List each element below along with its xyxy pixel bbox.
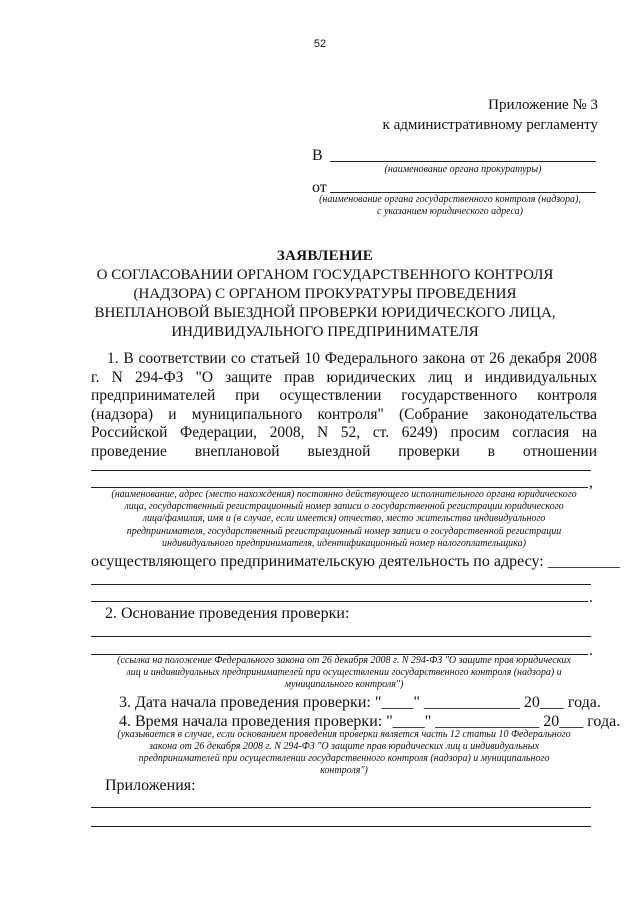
title-line-2: (НАДЗОРА) С ОРГАНОМ ПРОКУРАТУРЫ ПРОВЕДЕНИЯ bbox=[133, 286, 517, 302]
item1-line-1: 1. В соответствии со статьей 10 Федерального закона от 26 декабря 2008 bbox=[107, 350, 597, 367]
basis-caption-2: лиц и индивидуальных предпринимателей при осуществлении государственного контроля (надзора) и bbox=[126, 667, 562, 678]
item3-start-date[interactable]: 3. Дата начала проведения проверки: "____" ____________ 20___ года. bbox=[119, 694, 601, 711]
basis-caption-3: муниципального контроля") bbox=[284, 679, 404, 690]
entity-caption-2: лица, государственный регистрационный номер записи о государственной регистрации юридического bbox=[124, 501, 564, 512]
item1-line-5: Российской Федерации, 2008, N 52, ст. 6249) просим согласия на bbox=[91, 424, 597, 441]
time-caption-2: закона от 26 декабря 2008 г. N 294-ФЗ "О защите прав юридических лиц и индивидуальных bbox=[148, 741, 540, 752]
title-line-4: ИНДИВИДУАЛЬНОГО ПРЕДПРИНИМАТЕЛЯ bbox=[171, 324, 479, 340]
to-field-line[interactable] bbox=[330, 161, 596, 162]
basis-field-line-1[interactable] bbox=[91, 636, 591, 637]
time-caption-1: (указывается в случае, если основанием проведения проверки является часть 12 статьи 10 Федерального bbox=[117, 729, 571, 740]
address-period: . bbox=[589, 589, 593, 606]
time-caption-3: предпринимателей при осуществлении государственного контроля (надзора) и муниципального bbox=[138, 753, 550, 764]
entity-caption-5: индивидуального предпринимателя, идентификационный номер налогоплательщика) bbox=[162, 538, 526, 549]
basis-caption-1: (ссылка на положение Федерального закона от 26 декабря 2008 г. N 294-ФЗ "О защите прав юридических bbox=[117, 655, 571, 666]
page-number: 52 bbox=[313, 38, 327, 50]
appendix-line-2: к административному регламенту bbox=[382, 117, 598, 133]
attachments-field-line-2[interactable] bbox=[91, 826, 591, 827]
to-prefix: В bbox=[312, 147, 323, 164]
from-caption-2: с указанием юридического адреса) bbox=[377, 206, 523, 217]
item1-line-4: (надзора) и муниципального контроля" (Собрание законодательства bbox=[91, 405, 597, 423]
to-caption: (наименование органа прокуратуры) bbox=[384, 164, 542, 175]
attachments-label: Приложения: bbox=[105, 777, 196, 794]
time-caption-4: контроля") bbox=[320, 765, 368, 776]
item1-line-6: проведение внеплановой выездной проверки в отношении bbox=[91, 442, 597, 460]
item4-start-time[interactable]: 4. Время начала проведения проверки: "____" _____________ 20___ года. bbox=[119, 713, 621, 730]
item2-label: 2. Основание проведения проверки: bbox=[105, 605, 350, 622]
title-line-1: О СОГЛАСОВАНИИ ОРГАНОМ ГОСУДАРСТВЕННОГО КОНТРОЛЯ bbox=[96, 267, 554, 283]
item1-line-3: предпринимателей при осуществлении государственного контроля bbox=[91, 387, 597, 404]
item1-paragraph bbox=[91, 350, 597, 461]
entity-caption-4: предпринимателя, государственный регистрационный номер записи о государственной регистрации bbox=[126, 526, 562, 537]
entity-caption-1: (наименование, адрес (место нахождения) постоянно действующего исполнительного органа юридического bbox=[111, 489, 577, 500]
title-line-3: ВНЕПЛАНОВОЙ ВЫЕЗДНОЙ ПРОВЕРКИ ЮРИДИЧЕСКОГО ЛИЦА, bbox=[94, 305, 556, 321]
address-label: осуществляющего предпринимательскую деятельность по адресу: _________ bbox=[91, 553, 620, 570]
from-caption-1: (наименование органа государственного контроля (надзора), bbox=[319, 194, 581, 205]
entity-comma: , bbox=[589, 474, 593, 491]
item1-line-2: г. N 294-ФЗ "О защите прав юридических лиц и индивидуальных bbox=[91, 368, 597, 386]
address-field-line-2[interactable] bbox=[91, 601, 588, 602]
entity-caption-3: лица/фамилия, имя и (в случае, если имеется) отчество, место жительства индивидуального bbox=[142, 513, 546, 524]
attachments-field-line-1[interactable] bbox=[91, 807, 591, 808]
address-field-line-1[interactable] bbox=[91, 584, 591, 585]
document-heading: ЗАЯВЛЕНИЕ bbox=[276, 248, 374, 264]
appendix-line-1: Приложение № 3 bbox=[488, 97, 598, 113]
from-prefix: от bbox=[312, 179, 327, 196]
entity-field-line-1[interactable] bbox=[91, 470, 591, 471]
entity-field-line-2[interactable] bbox=[91, 487, 588, 488]
basis-period: . bbox=[589, 642, 593, 659]
